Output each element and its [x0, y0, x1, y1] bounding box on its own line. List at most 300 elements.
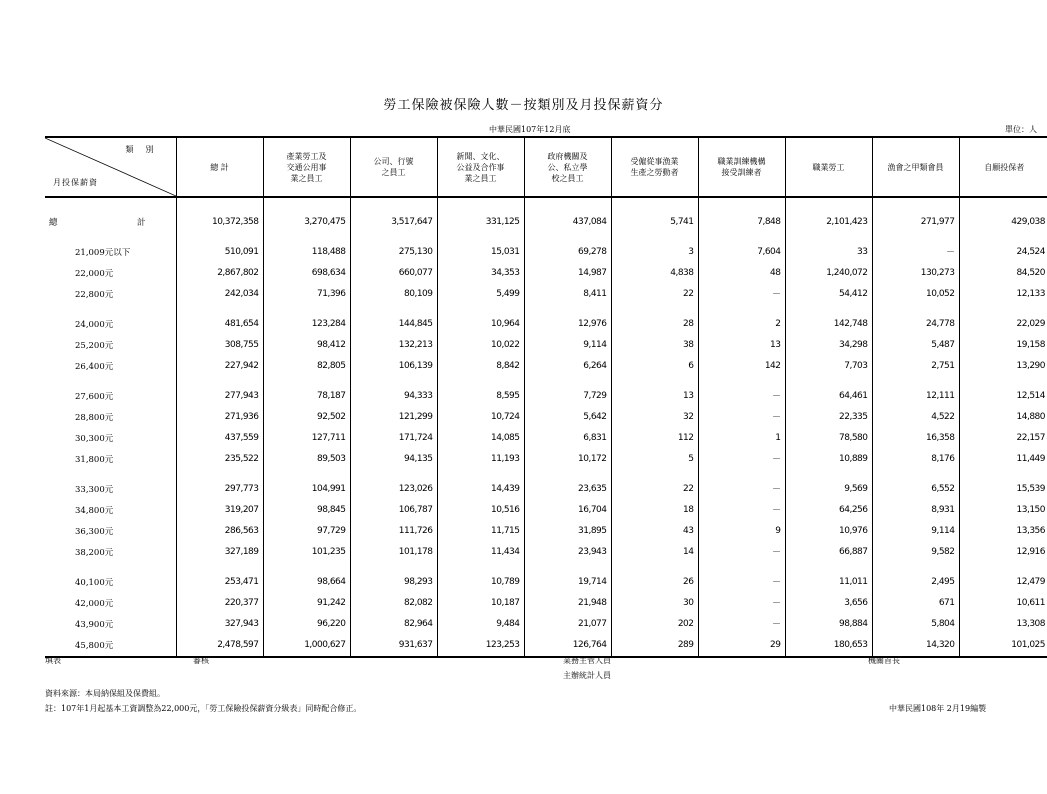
spacer-cell [263, 197, 350, 211]
value-cell: 437,559 [176, 427, 263, 448]
spacer-cell [350, 197, 437, 211]
column-header-4 [524, 137, 611, 197]
spacer-cell [872, 197, 959, 211]
spacer-cell [263, 304, 350, 313]
value-cell: 271,936 [176, 406, 263, 427]
spacer-cell [45, 304, 176, 313]
value-cell: 289 [611, 634, 698, 657]
row-label [45, 427, 176, 448]
value-cell: 34,298 [785, 334, 872, 355]
value-cell: 13,356 [959, 520, 1047, 541]
value-cell: 10,187 [437, 592, 524, 613]
value-cell: 18 [611, 499, 698, 520]
spacer-row [45, 304, 1047, 313]
value-cell: 3 [611, 241, 698, 262]
spacer-row [45, 232, 1047, 241]
value-cell: 2,101,423 [785, 211, 872, 232]
value-cell: 227,942 [176, 355, 263, 376]
value-cell: 11,011 [785, 571, 872, 592]
salary-band-label: 30,300元 [75, 433, 114, 444]
row-label [45, 571, 176, 592]
value-cell: 319,207 [176, 499, 263, 520]
value-cell: 2,867,802 [176, 262, 263, 283]
column-header-line: 校之員工 [551, 173, 584, 183]
value-cell: 69,278 [524, 241, 611, 262]
source-note: 資料來源：本局納保組及保費組。 [45, 689, 165, 698]
value-cell: 10,611 [959, 592, 1047, 613]
unit-label: 單位：人 [1005, 125, 1037, 134]
value-cell: 123,284 [263, 313, 350, 334]
value-cell: 14,880 [959, 406, 1047, 427]
column-header-line: 產業勞工及 [286, 151, 327, 161]
value-cell: 14,439 [437, 478, 524, 499]
column-header-line: 政府機關及 [547, 151, 588, 161]
spacer-cell [45, 197, 176, 211]
value-cell: 931,637 [350, 634, 437, 657]
value-cell: 13,150 [959, 499, 1047, 520]
spacer-cell [611, 232, 698, 241]
table-row [45, 313, 1047, 334]
value-cell: 98,664 [263, 571, 350, 592]
value-cell: 3,656 [785, 592, 872, 613]
spacer-cell [524, 232, 611, 241]
spacer-cell [611, 304, 698, 313]
table-row [45, 478, 1047, 499]
value-cell: 10,976 [785, 520, 872, 541]
spacer-cell [263, 562, 350, 571]
value-cell: 78,187 [263, 385, 350, 406]
spacer-row [45, 562, 1047, 571]
value-cell: 21,077 [524, 613, 611, 634]
spacer-cell [350, 232, 437, 241]
value-cell: 82,082 [350, 592, 437, 613]
salary-band-label: 42,000元 [75, 598, 114, 609]
value-cell: 8,595 [437, 385, 524, 406]
spacer-cell [698, 469, 785, 478]
table-row [45, 262, 1047, 283]
value-cell: 235,522 [176, 448, 263, 469]
value-cell: 118,488 [263, 241, 350, 262]
value-cell: 121,299 [350, 406, 437, 427]
value-cell: 9,569 [785, 478, 872, 499]
row-label [45, 241, 176, 262]
value-cell: 10,789 [437, 571, 524, 592]
salary-band-label: 33,300元 [75, 484, 114, 495]
value-cell: 23,635 [524, 478, 611, 499]
value-cell: 106,787 [350, 499, 437, 520]
table-row [45, 592, 1047, 613]
value-cell: － [698, 478, 785, 499]
column-header-line: 業之員工 [290, 173, 323, 183]
table-row [45, 355, 1047, 376]
value-cell: 94,333 [350, 385, 437, 406]
value-cell: 9,114 [524, 334, 611, 355]
table-row [45, 613, 1047, 634]
salary-band-label: 31,800元 [75, 454, 114, 465]
value-cell: 698,634 [263, 262, 350, 283]
spacer-cell [350, 562, 437, 571]
column-header-6 [698, 137, 785, 197]
value-cell: 297,773 [176, 478, 263, 499]
header-row [45, 137, 1047, 197]
value-cell: 14,085 [437, 427, 524, 448]
footnote: 註：107年1月起基本工資調整為22,000元，「勞工保險投保薪資分級表」同時配合修正。 [45, 704, 362, 713]
spacer-cell [698, 304, 785, 313]
value-cell: 10,516 [437, 499, 524, 520]
column-header-line: 職業訓練機構 [717, 157, 766, 166]
value-cell: 11,434 [437, 541, 524, 562]
value-cell: 4,838 [611, 262, 698, 283]
column-header-line: 生產之勞動者 [630, 168, 679, 177]
value-cell: 80,109 [350, 283, 437, 304]
value-cell: 106,139 [350, 355, 437, 376]
value-cell: 327,189 [176, 541, 263, 562]
value-cell: 11,193 [437, 448, 524, 469]
page-title: 勞工保險被保險人數－按類別及月投保薪資分 [383, 98, 664, 113]
value-cell: 89,503 [263, 448, 350, 469]
value-cell: － [698, 385, 785, 406]
value-cell: － [698, 406, 785, 427]
spacer-cell [785, 232, 872, 241]
value-cell: 5,804 [872, 613, 959, 634]
value-cell: 126,764 [524, 634, 611, 657]
salary-band-label: 28,800元 [75, 412, 114, 423]
spacer-cell [698, 232, 785, 241]
value-cell: 71,396 [263, 283, 350, 304]
spacer-cell [959, 562, 1047, 571]
column-header-line: 總 計 [210, 162, 229, 172]
value-cell: 98,884 [785, 613, 872, 634]
value-cell: 13 [698, 334, 785, 355]
value-cell: 327,943 [176, 613, 263, 634]
value-cell: 2 [698, 313, 785, 334]
table-row [45, 541, 1047, 562]
value-cell: 13 [611, 385, 698, 406]
value-cell: 23,943 [524, 541, 611, 562]
value-cell: 331,125 [437, 211, 524, 232]
value-cell: 12,479 [959, 571, 1047, 592]
spacer-cell [524, 197, 611, 211]
value-cell: 91,242 [263, 592, 350, 613]
value-cell: 9,484 [437, 613, 524, 634]
value-cell: 11,449 [959, 448, 1047, 469]
value-cell: 12,976 [524, 313, 611, 334]
value-cell: 437,084 [524, 211, 611, 232]
value-cell: 9 [698, 520, 785, 541]
column-header-2 [350, 137, 437, 197]
value-cell: 123,026 [350, 478, 437, 499]
column-header-line: 公司、行號 [373, 157, 414, 166]
value-cell: 275,130 [350, 241, 437, 262]
value-cell: － [698, 592, 785, 613]
value-cell: 8,176 [872, 448, 959, 469]
value-cell: 286,563 [176, 520, 263, 541]
fill-label: 填表 [45, 656, 61, 665]
table-row [45, 499, 1047, 520]
column-header-line: 公、私立學 [547, 162, 588, 172]
salary-band-label: 22,000元 [75, 268, 114, 279]
spacer-cell [959, 376, 1047, 385]
row-label [45, 634, 176, 657]
value-cell: － [698, 541, 785, 562]
salary-band-label: 36,300元 [75, 526, 114, 537]
table-row [45, 406, 1047, 427]
value-cell: 31,895 [524, 520, 611, 541]
value-cell: 7,848 [698, 211, 785, 232]
row-label [45, 211, 176, 232]
value-cell: 144,845 [350, 313, 437, 334]
row-label [45, 355, 176, 376]
value-cell: 64,461 [785, 385, 872, 406]
spacer-cell [263, 376, 350, 385]
value-cell: 5 [611, 448, 698, 469]
value-cell: 22,029 [959, 313, 1047, 334]
date-line: 中華民國107年12月底 [489, 125, 571, 134]
stats-officer-label: 主辦統計人員 [563, 671, 611, 680]
column-header-9 [959, 137, 1047, 197]
value-cell: 15,031 [437, 241, 524, 262]
value-cell: 38 [611, 334, 698, 355]
column-header-8 [872, 137, 959, 197]
value-cell: 4,522 [872, 406, 959, 427]
value-cell: － [698, 571, 785, 592]
total-label-b: 計 [136, 217, 146, 228]
value-cell: 98,412 [263, 334, 350, 355]
column-header-7 [785, 137, 872, 197]
column-header-0 [176, 137, 263, 197]
spacer-cell [785, 469, 872, 478]
table-row [45, 571, 1047, 592]
column-header-line: 之員工 [381, 168, 406, 177]
value-cell: 97,729 [263, 520, 350, 541]
spacer-cell [611, 469, 698, 478]
value-cell: 6,552 [872, 478, 959, 499]
value-cell: 9,582 [872, 541, 959, 562]
value-cell: 429,038 [959, 211, 1047, 232]
value-cell: 180,653 [785, 634, 872, 657]
column-header-3 [437, 137, 524, 197]
value-cell: 19,158 [959, 334, 1047, 355]
value-cell: 92,502 [263, 406, 350, 427]
value-cell: 2,478,597 [176, 634, 263, 657]
spacer-cell [45, 232, 176, 241]
salary-band-label: 43,900元 [75, 619, 114, 630]
column-header-5 [611, 137, 698, 197]
column-header-line: 業之員工 [464, 173, 497, 183]
value-cell: 24,778 [872, 313, 959, 334]
value-cell: 8,842 [437, 355, 524, 376]
value-cell: 19,714 [524, 571, 611, 592]
corner-header [45, 137, 176, 197]
value-cell: 22,157 [959, 427, 1047, 448]
value-cell: 271,977 [872, 211, 959, 232]
spacer-cell [176, 469, 263, 478]
spacer-cell [350, 376, 437, 385]
value-cell: 10,022 [437, 334, 524, 355]
value-cell: － [872, 241, 959, 262]
value-cell: 202 [611, 613, 698, 634]
value-cell: 671 [872, 592, 959, 613]
spacer-cell [872, 232, 959, 241]
value-cell: － [698, 283, 785, 304]
value-cell: 10,889 [785, 448, 872, 469]
salary-band-label: 25,200元 [75, 340, 114, 351]
value-cell: 171,724 [350, 427, 437, 448]
spacer-cell [350, 304, 437, 313]
row-label [45, 592, 176, 613]
value-cell: 111,726 [350, 520, 437, 541]
table-row [45, 241, 1047, 262]
value-cell: 5,487 [872, 334, 959, 355]
spacer-cell [437, 469, 524, 478]
spacer-row [45, 376, 1047, 385]
spacer-cell [698, 562, 785, 571]
value-cell: 10,372,358 [176, 211, 263, 232]
salary-band-label: 40,100元 [75, 577, 114, 588]
value-cell: 98,845 [263, 499, 350, 520]
compiled-date: 中華民國108年 2月19編製 [889, 704, 987, 713]
column-header-line: 新聞、文化、 [456, 151, 505, 161]
value-cell: 5,642 [524, 406, 611, 427]
value-cell: 14,320 [872, 634, 959, 657]
value-cell: 3,517,647 [350, 211, 437, 232]
value-cell: 220,377 [176, 592, 263, 613]
table-row [45, 385, 1047, 406]
review-label: 審核 [193, 656, 209, 665]
spacer-cell [785, 376, 872, 385]
spacer-cell [611, 562, 698, 571]
column-header-1 [263, 137, 350, 197]
value-cell: 66,887 [785, 541, 872, 562]
table-body [45, 197, 1047, 657]
value-cell: 5,741 [611, 211, 698, 232]
table-row [45, 334, 1047, 355]
row-label [45, 334, 176, 355]
spacer-cell [263, 232, 350, 241]
insured-table [45, 136, 1047, 658]
value-cell: 8,411 [524, 283, 611, 304]
spacer-cell [45, 376, 176, 385]
spacer-cell [872, 469, 959, 478]
value-cell: 242,034 [176, 283, 263, 304]
value-cell: 7,729 [524, 385, 611, 406]
spacer-cell [524, 304, 611, 313]
value-cell: 98,293 [350, 571, 437, 592]
value-cell: 2,495 [872, 571, 959, 592]
row-label [45, 478, 176, 499]
column-header-line: 交通公用事 [286, 162, 327, 172]
row-label [45, 283, 176, 304]
value-cell: 10,052 [872, 283, 959, 304]
value-cell: 101,235 [263, 541, 350, 562]
value-cell: 253,471 [176, 571, 263, 592]
value-cell: 660,077 [350, 262, 437, 283]
row-label [45, 262, 176, 283]
spacer-cell [176, 376, 263, 385]
salary-band-label: 21,009元以下 [75, 247, 131, 258]
value-cell: 28 [611, 313, 698, 334]
spacer-cell [176, 232, 263, 241]
table-row [45, 283, 1047, 304]
value-cell: 1,240,072 [785, 262, 872, 283]
value-cell: 112 [611, 427, 698, 448]
value-cell: 7,604 [698, 241, 785, 262]
spacer-cell [45, 562, 176, 571]
value-cell: 101,025 [959, 634, 1047, 657]
value-cell: 11,715 [437, 520, 524, 541]
value-cell: － [698, 448, 785, 469]
value-cell: 22,335 [785, 406, 872, 427]
value-cell: － [698, 613, 785, 634]
spacer-cell [437, 197, 524, 211]
table-row [45, 634, 1047, 657]
value-cell: 15,539 [959, 478, 1047, 499]
table-row [45, 427, 1047, 448]
total-label-a: 總 [49, 217, 58, 228]
column-header-line: 漁會之甲類會員 [887, 162, 944, 172]
table-row [45, 520, 1047, 541]
spacer-cell [872, 376, 959, 385]
salary-band-label: 45,800元 [75, 641, 114, 651]
agency-head-label: 機關首長 [868, 656, 900, 665]
value-cell: 33 [785, 241, 872, 262]
spacer-cell [959, 304, 1047, 313]
value-cell: 1 [698, 427, 785, 448]
spacer-cell [263, 469, 350, 478]
row-label [45, 541, 176, 562]
value-cell: 54,412 [785, 283, 872, 304]
spacer-cell [437, 232, 524, 241]
business-officer-label: 業務主管人員 [563, 656, 611, 665]
value-cell: 24,524 [959, 241, 1047, 262]
spacer-row [45, 197, 1047, 211]
spacer-cell [176, 197, 263, 211]
salary-band-label: 24,000元 [75, 319, 114, 330]
value-cell: 6 [611, 355, 698, 376]
value-cell: 84,520 [959, 262, 1047, 283]
value-cell: 14 [611, 541, 698, 562]
value-cell: 13,290 [959, 355, 1047, 376]
column-header-line: 自願投保者 [984, 162, 1025, 172]
row-label [45, 520, 176, 541]
value-cell: 1,000,627 [263, 634, 350, 657]
value-cell: 13,308 [959, 613, 1047, 634]
value-cell: 127,711 [263, 427, 350, 448]
spacer-cell [872, 562, 959, 571]
value-cell: 12,111 [872, 385, 959, 406]
value-cell: 2,751 [872, 355, 959, 376]
value-cell: 48 [698, 262, 785, 283]
value-cell: 130,273 [872, 262, 959, 283]
value-cell: 6,831 [524, 427, 611, 448]
value-cell: 30 [611, 592, 698, 613]
salary-band-label: 22,800元 [75, 289, 114, 300]
column-header-line: 職業勞工 [812, 162, 845, 172]
spacer-cell [45, 469, 176, 478]
value-cell: 32 [611, 406, 698, 427]
value-cell: 22 [611, 283, 698, 304]
value-cell: 12,133 [959, 283, 1047, 304]
salary-band-label: 38,200元 [75, 547, 114, 558]
value-cell: 142,748 [785, 313, 872, 334]
value-cell: 9,114 [872, 520, 959, 541]
value-cell: 8,931 [872, 499, 959, 520]
spacer-cell [524, 376, 611, 385]
corner-bottom-label: 月投保薪資 [53, 178, 98, 187]
value-cell: 142 [698, 355, 785, 376]
value-cell: 6,264 [524, 355, 611, 376]
spacer-cell [785, 197, 872, 211]
